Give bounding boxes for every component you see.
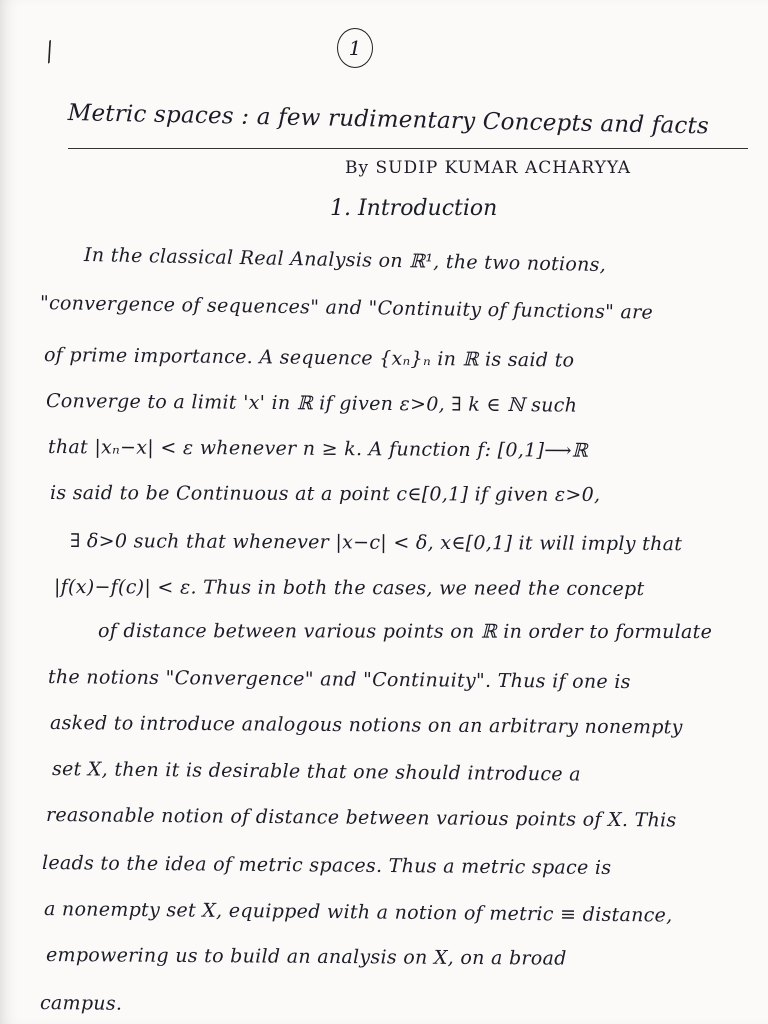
text-line: of prime importance. A sequence {xₙ}ₙ in ℝ is said to bbox=[43, 344, 575, 372]
text-line: In the classical Real Analysis on ℝ¹, the two notions, bbox=[83, 244, 607, 277]
text-line: Converge to a limit 'x' in ℝ if given ε>0, ∃ k ∈ ℕ such bbox=[45, 390, 578, 417]
text-line: is said to be Continuous at a point c∈[0,1] if given ε>0, bbox=[49, 482, 601, 506]
text-line: the notions "Convergence" and "Continuity". Thus if one is bbox=[47, 666, 631, 694]
text-line: ∃ δ>0 such that whenever |x−c| < δ, x∈[0,1] it will imply that bbox=[69, 530, 683, 556]
page-number: 1 bbox=[337, 28, 373, 68]
text-line: empowering us to build an analysis on X, on a broad bbox=[45, 944, 567, 970]
text-line: campus. bbox=[39, 992, 123, 1015]
check-mark-icon: ⁄ bbox=[41, 38, 60, 68]
text-line: leads to the idea of metric spaces. Thus a metric space is bbox=[41, 852, 612, 879]
text-line: a nonempty set X, equipped with a notion of metric ≡ distance, bbox=[43, 898, 673, 927]
text-line: reasonable notion of distance between various points of X. This bbox=[45, 804, 677, 832]
text-line: that |xₙ−x| < ε whenever n ≥ k. A function f: [0,1]⟶ℝ bbox=[47, 436, 588, 462]
title-underline bbox=[68, 148, 748, 149]
text-line: of distance between various points on ℝ in order to formulate bbox=[97, 620, 713, 644]
text-line: asked to introduce analogous notions on an arbitrary nonempty bbox=[49, 712, 683, 739]
text-line: "convergence of sequences" and "Continuity of functions" are bbox=[39, 292, 654, 324]
author-line: By SUDIP KUMAR ACHARYYA bbox=[345, 158, 632, 178]
section-heading: 1. Introduction bbox=[330, 196, 498, 221]
text-line: |f(x)−f(c)| < ε. Thus in both the cases, we need the concept bbox=[53, 576, 645, 601]
text-line: set X, then it is desirable that one should introduce a bbox=[51, 758, 581, 786]
page-title: Metric spaces : a few rudimentary Concepts and facts bbox=[67, 100, 710, 140]
